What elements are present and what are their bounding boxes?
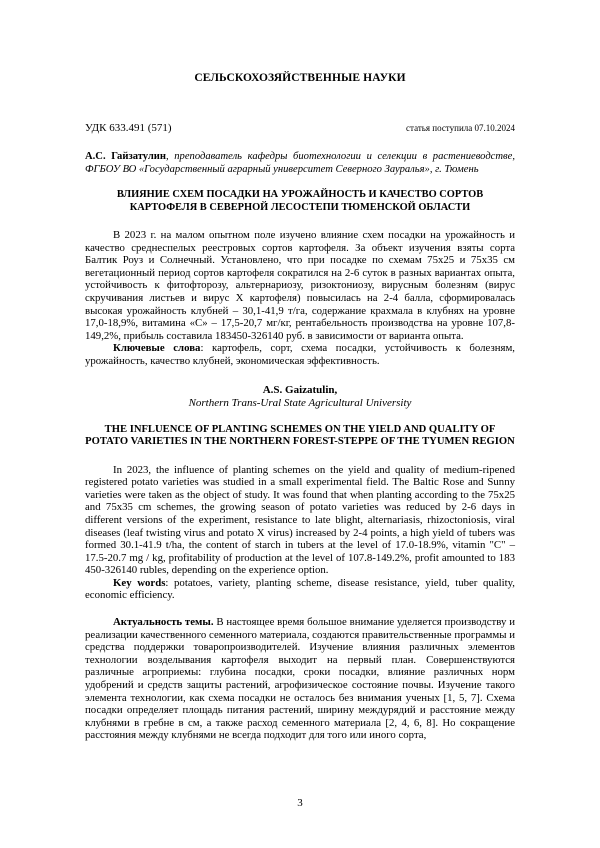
article-title-en: THE INFLUENCE OF PLANTING SCHEMES ON THE YIELD AND QUALITY OF POTATO VARIETIES IN THE NORTHERN FOREST-STEPPE OF THE TYUMEN REGION xyxy=(85,423,515,448)
abstract-ru: В 2023 г. на малом опытном поле изучено влияние схем посадки на урожайность и качество среднеспелых реестровых сортов картофеля. За объект изучения взяты сорта Балтик Роуз и Солнечный. Установлено, что при посадке по схемам 75х25 и 75х35 см вегетационный период сортов картофеля сократился на 2-6 суток в разных вариантах опыта, устойчивость к фитофторозу, альтернариозу, ризоктониозу, вирусным болезням (вирус скручивания листьев и вирус Х картофеля) повысилась на 2-4 балла, сформировалась высокая урожайность клубней – 30,1-41,9 т/га, содержание крахмала в клубнях на уровне 17,0-18,9%, витамина «С» – 17,5-20,7 мг/кг, рентабельность производства на уровне 107,8-149,2%, прибыль составила 183450-326140 руб. в зависимости от варианта опыта. xyxy=(85,229,515,342)
author-en xyxy=(85,384,515,410)
keywords-ru-text: : картофель, сорт, схема посадки, устойчивость к болезням, урожайность, качество клубней, экономическая эффективность. xyxy=(85,342,515,367)
author-ru-affiliation: , преподаватель кафедры биотехнологии и селекции в растениеводстве, ФГБОУ ВО «Государственный аграрный университет Северного Зауралья», г. Тюмень xyxy=(85,151,515,175)
body-text: В настоящее время большое внимание уделяется производству и реализации качественного семенного материала, создаются правительственные программы и средства поддержки товаропроизводителей. Изучение влияния различных элементов технологии возделывания картофеля выходит на первый план. Совершенствуются различные агроприемы: глубина посадки, сроки посадки, влияние различных норм удобрений и средств защиты растений, агрофизическое состояние почвы. Изучение такого элемента технологии, как схема посадки не осталось без внимания ученых [1, 5, 7]. Схема посадки определяет площадь питания растений, ширину междурядий и расстояние между клубнями в гребне в см, а также расход семенного материала [2, 4, 6, 8]. Но сокращение расстояния между клубнями не всегда подходит для того или иного сорта, xyxy=(85,616,516,742)
received-date: статья поступила 07.10.2024 xyxy=(406,123,515,133)
keywords-en xyxy=(85,577,515,602)
keywords-en-text: : potatoes, variety, planting scheme, disease resistance, yield, tuber quality, economic efficiency. xyxy=(85,576,515,602)
author-en-name: A.S. Gaizatulin, xyxy=(262,383,338,396)
article-title-ru: ВЛИЯНИЕ СХЕМ ПОСАДКИ НА УРОЖАЙНОСТЬ И КАЧЕСТВО СОРТОВ КАРТОФЕЛЯ В СЕВЕРНОЙ ЛЕСОСТЕПИ ТЮМЕНСКОЙ ОБЛАСТИ xyxy=(116,189,484,213)
page-content xyxy=(85,72,515,742)
author-ru xyxy=(85,150,515,176)
keywords-ru xyxy=(85,342,515,367)
udk-code: УДК 633.491 (571) xyxy=(85,122,172,134)
author-en-affiliation: Northern Trans-Ural State Agricultural University xyxy=(188,396,412,409)
keywords-en-label: Key words xyxy=(113,576,166,589)
author-ru-name: А.С. Гайзатулин xyxy=(85,151,166,162)
body-lead: Актуальность темы. xyxy=(113,616,214,629)
udk-row xyxy=(85,122,515,134)
page-number: 3 xyxy=(297,797,303,809)
abstract-en: In 2023, the influence of planting schemes on the yield and quality of medium-ripened registered potato varieties was studied in a small experimental field. The Baltic Rose and Sunny varieties were taken as the object of study. It was found that when planting according to the 75x25 and 75x35 cm schemes, the growing season of potato varieties was reduced by 2-6 days in different versions of the experiment, resistance to late blight, alternariasis, rhizoctoniosis, viral diseases (leaf twisting virus and potato X virus) increased by 2-4 points, a high yield of tubers was formed 30.1-41.9 t/ha, the content of starch in tubers at the level of 17.0-18.9%, vitamin "C" – 17.5-20.7 mg / kg, profitability of production at the level of 107.8-149.2%, profit amounted to 183 450-326140 rubles, depending on the experience option. xyxy=(85,463,515,577)
keywords-ru-label: Ключевые слова xyxy=(113,342,201,355)
body-paragraph xyxy=(85,616,515,742)
section-heading: СЕЛЬСКОХОЗЯЙСТВЕННЫЕ НАУКИ xyxy=(194,72,406,84)
